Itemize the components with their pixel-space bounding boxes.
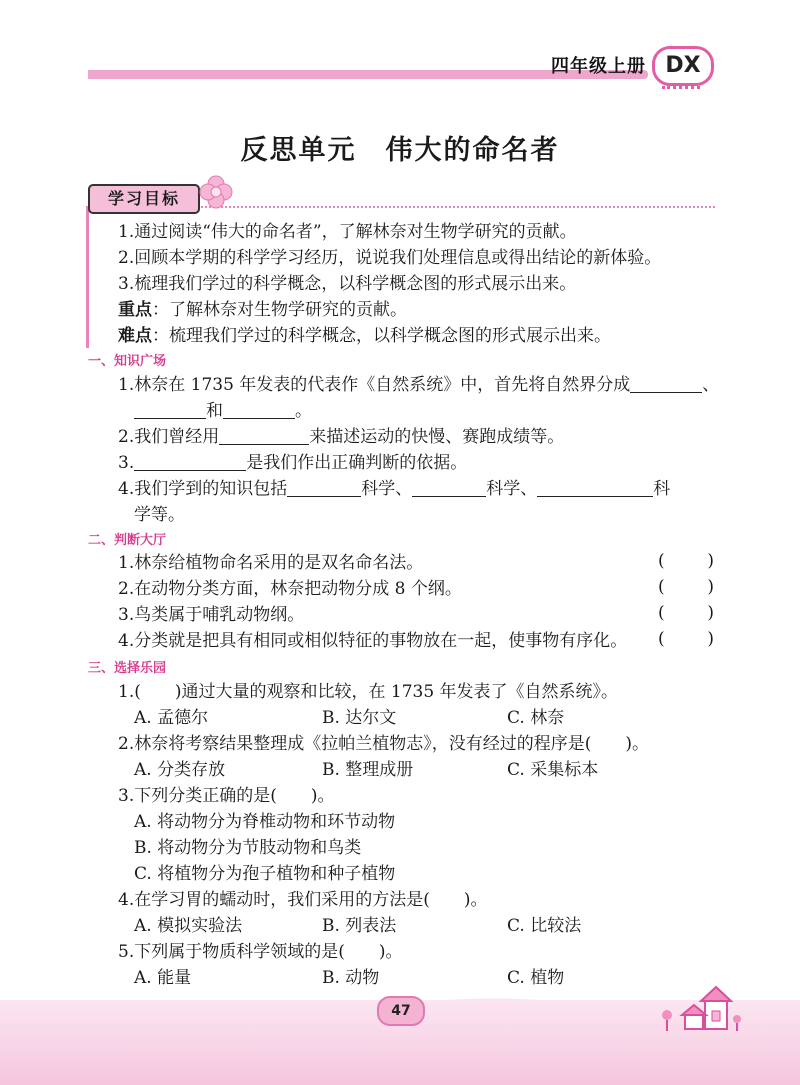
fill-question-1-cont xyxy=(134,399,312,423)
section-2-title: 二、判断大厅 xyxy=(88,533,167,548)
answer-blank[interactable] xyxy=(287,478,361,497)
fill-q3-text: 是我们作出正确判断的依据。 xyxy=(246,453,468,473)
choice-q5-stem: 5.下列属于物质科学领域的是( )。 xyxy=(118,942,403,962)
answer-paren[interactable] xyxy=(658,603,714,623)
fill-question-4 xyxy=(118,477,670,501)
house-icon xyxy=(655,985,745,1035)
objective-2: 2.回顾本学期的科学学习经历，说说我们处理信息或得出结论的新体验。 xyxy=(118,248,662,268)
judge-item-4: 4.分类就是把具有相同或相似特征的事物放在一起，使事物有序化。 xyxy=(118,631,628,651)
edition-badge: DX xyxy=(652,46,714,86)
section-1-title: 一、知识广场 xyxy=(88,354,167,369)
paren-close: ) xyxy=(707,551,714,571)
badge-dots xyxy=(662,80,700,89)
choice-q1-option-b[interactable]: B. 达尔文 xyxy=(322,708,397,728)
fill-q4-sci-2: 科学、 xyxy=(486,479,538,499)
fill-question-3 xyxy=(118,451,467,475)
paren-close: ) xyxy=(707,629,714,649)
key-point xyxy=(118,298,407,322)
fill-question-4-cont: 学等。 xyxy=(134,505,185,525)
fill-q1-sep: 、 xyxy=(702,375,720,395)
fill-q2-text: 2.我们曾经用 xyxy=(118,427,220,447)
page-title: 反思单元 伟大的命名者 xyxy=(240,135,560,166)
section-3-title: 三、选择乐园 xyxy=(88,661,167,676)
answer-blank[interactable] xyxy=(630,374,702,393)
choice-q2-option-c[interactable]: C. 采集标本 xyxy=(507,760,599,780)
paren-open: ( xyxy=(658,551,665,571)
fill-q1-text: 1.林奈在 1735 年发表的代表作《自然系统》中，首先将自然界分成 xyxy=(118,375,631,395)
answer-blank[interactable] xyxy=(134,400,206,419)
choice-q4-option-b[interactable]: B. 列表法 xyxy=(322,916,397,936)
fill-q1-end: 。 xyxy=(295,401,312,421)
choice-q1-option-a[interactable]: A. 孟德尔 xyxy=(134,708,209,728)
fill-q3-num: 3. xyxy=(118,453,135,473)
fill-q2-text-2: 来描述运动的快慢、赛跑成绩等。 xyxy=(309,427,565,447)
choice-q4-stem: 4.在学习胃的蠕动时，我们采用的方法是( )。 xyxy=(118,890,488,910)
choice-q2-stem: 2.林奈将考察结果整理成《拉帕兰植物志》，没有经过的程序是( )。 xyxy=(118,734,649,754)
objective-3: 3.梳理我们学过的科学概念，以科学概念图的形式展示出来。 xyxy=(118,274,577,294)
paren-open: ( xyxy=(658,629,665,649)
paren-close: ) xyxy=(707,577,714,597)
answer-paren[interactable] xyxy=(658,551,714,571)
answer-paren[interactable] xyxy=(658,577,714,597)
answer-blank[interactable] xyxy=(134,452,246,471)
key-point-label: 重点 xyxy=(118,300,152,320)
choice-q3-option-b[interactable]: B. 将动物分为节肢动物和鸟类 xyxy=(134,838,362,858)
choice-q3-option-c[interactable]: C. 将植物分为孢子植物和种子植物 xyxy=(134,864,396,884)
fill-question-2 xyxy=(118,425,564,449)
judge-item-1: 1.林奈给植物命名采用的是双名命名法。 xyxy=(118,553,424,573)
paren-open: ( xyxy=(658,577,665,597)
choice-q4-option-a[interactable]: A. 模拟实验法 xyxy=(134,916,243,936)
choice-q3-stem: 3.下列分类正确的是( )。 xyxy=(118,786,335,806)
paren-open: ( xyxy=(658,603,665,623)
fill-q4-sci-1: 科学、 xyxy=(361,479,413,499)
choice-q2-option-a[interactable]: A. 分类存放 xyxy=(134,760,226,780)
flower-icon xyxy=(196,172,236,212)
objective-1: 1.通过阅读“伟大的命名者”，了解林奈对生物学研究的贡献。 xyxy=(118,222,577,242)
paren-close: ) xyxy=(707,603,714,623)
choice-q1-stem: 1.( )通过大量的观察和比较，在 1735 年发表了《自然系统》。 xyxy=(118,682,619,702)
hard-point xyxy=(118,324,611,348)
choice-q5-option-b[interactable]: B. 动物 xyxy=(322,968,380,988)
hard-point-text: ：梳理我们学过的科学概念，以科学概念图的形式展示出来。 xyxy=(152,326,611,346)
page-number: 47 xyxy=(377,996,425,1026)
choice-q5-option-c[interactable]: C. 植物 xyxy=(507,968,565,988)
fill-q4-text: 4.我们学到的知识包括 xyxy=(118,479,288,499)
answer-blank[interactable] xyxy=(223,400,295,419)
objectives-tab: 学习目标 xyxy=(88,184,200,214)
judge-item-2: 2.在动物分类方面，林奈把动物分成 8 个纲。 xyxy=(118,579,462,599)
answer-blank[interactable] xyxy=(412,478,486,497)
choice-q1-option-c[interactable]: C. 林奈 xyxy=(507,708,565,728)
choice-q3-option-a[interactable]: A. 将动物分为脊椎动物和环节动物 xyxy=(134,812,396,832)
grade-label: 四年级上册 xyxy=(551,56,646,77)
fill-q1-and: 和 xyxy=(206,401,223,421)
fill-q4-sci-3: 科 xyxy=(653,479,671,499)
answer-blank[interactable] xyxy=(219,426,309,445)
fill-question-1 xyxy=(118,373,719,397)
key-point-text: ：了解林奈对生物学研究的贡献。 xyxy=(152,300,407,320)
choice-q5-option-a[interactable]: A. 能量 xyxy=(134,968,192,988)
answer-paren[interactable] xyxy=(658,629,714,649)
answer-blank[interactable] xyxy=(537,478,653,497)
choice-q4-option-c[interactable]: C. 比较法 xyxy=(507,916,582,936)
choice-q2-option-b[interactable]: B. 整理成册 xyxy=(322,760,414,780)
hard-point-label: 难点 xyxy=(118,326,152,346)
judge-item-3: 3.鸟类属于哺乳动物纲。 xyxy=(118,605,305,625)
